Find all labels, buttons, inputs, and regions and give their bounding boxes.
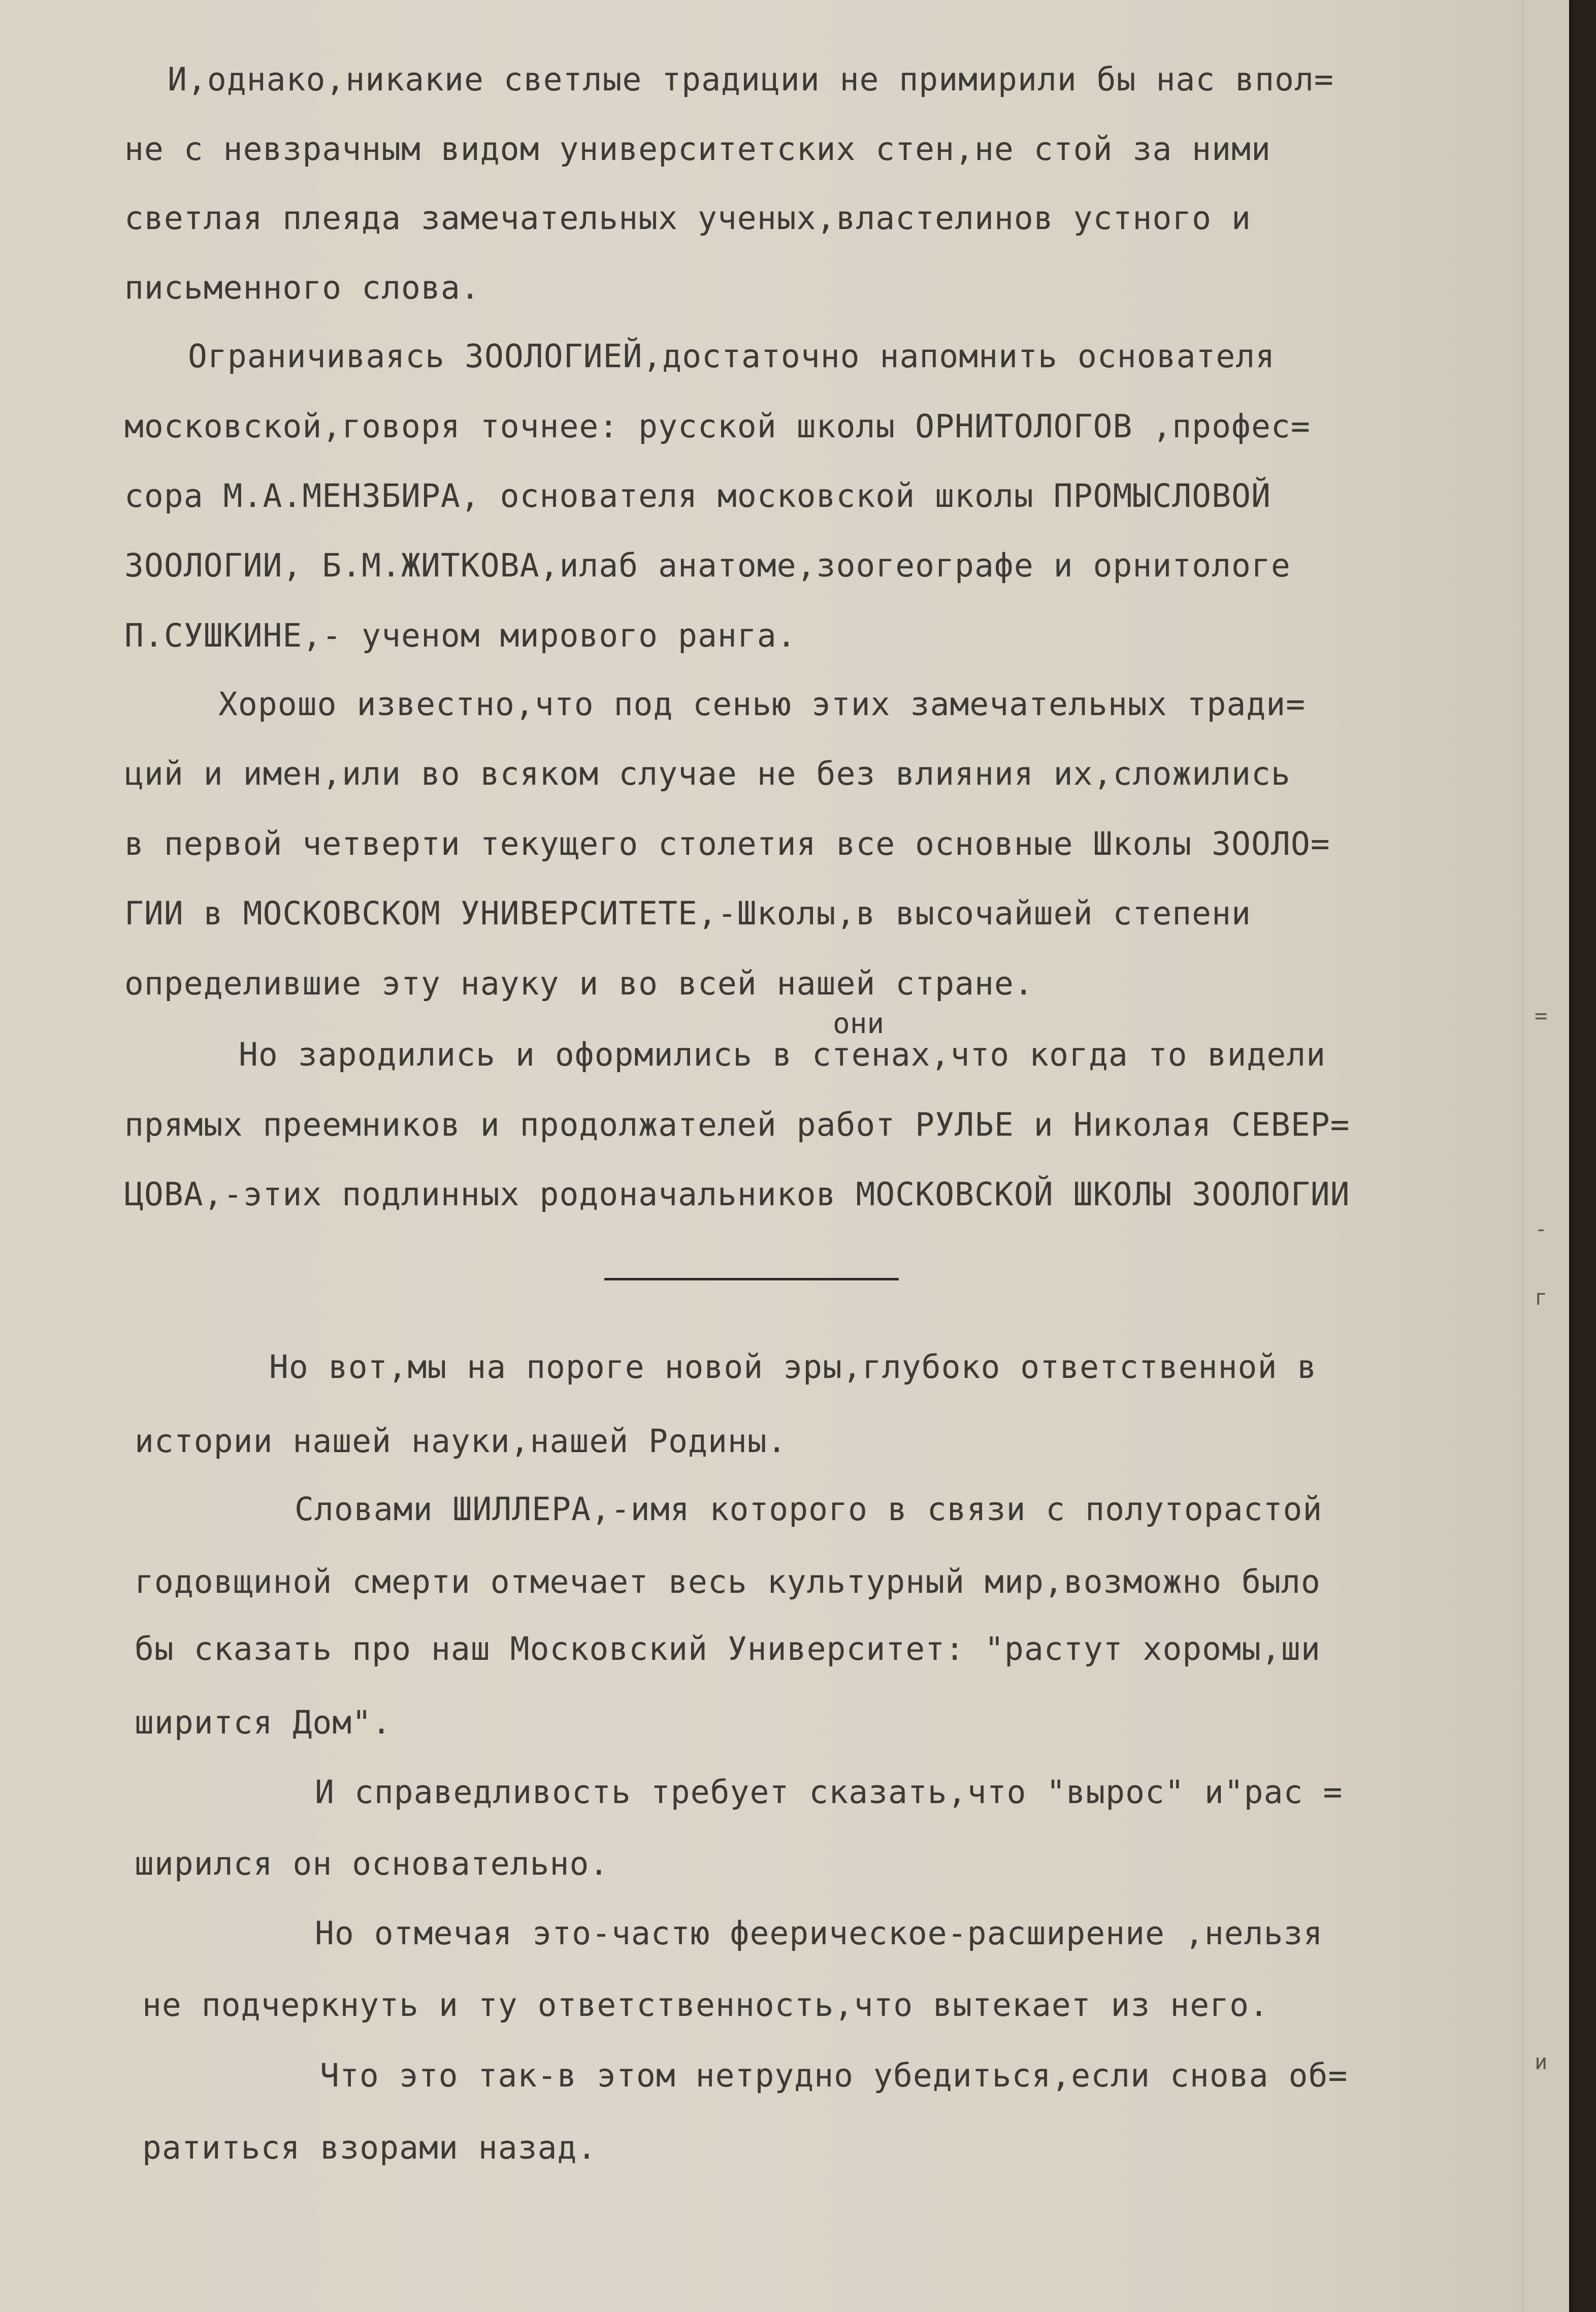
text-line: ширился он основательно. bbox=[135, 1845, 609, 1882]
text-line: Но зародились и оформились в стенах,что когда то видели bbox=[239, 1036, 1326, 1073]
text-line: истории нашей науки,нашей Родины. bbox=[135, 1423, 787, 1460]
text-line: не подчеркнуть и ту ответственность,что вытекает из него. bbox=[142, 1986, 1269, 2024]
text-line: ширится Дом". bbox=[135, 1704, 392, 1741]
text-line: И,однако,никакие светлые традиции не примирили бы нас впол= bbox=[168, 61, 1334, 98]
handwritten-insertion: они bbox=[833, 1007, 885, 1040]
text-line: ГИИ в МОСКОВСКОМ УНИВЕРСИТЕТЕ,-Школы,в высочайшей степени bbox=[124, 895, 1251, 932]
text-line: П.СУШКИНЕ,- ученом мирового ранга. bbox=[124, 617, 797, 654]
text-line: не с невзрачным видом университетских стен,не стой за ними bbox=[124, 131, 1271, 168]
text-line: бы сказать про наш Московский Университет: "растут хоромы,ши bbox=[135, 1630, 1321, 1667]
margin-mark: - bbox=[1535, 1216, 1548, 1241]
text-line: годовщиной смерти отмечает весь культурный мир,возможно было bbox=[135, 1563, 1321, 1600]
text-line: ратиться взорами назад. bbox=[142, 2129, 597, 2166]
text-line: определившие эту науку и во всей нашей стране. bbox=[124, 965, 1034, 1002]
text-line: Ограничиваясь ЗООЛОГИЕЙ,достаточно напомнить основателя bbox=[188, 338, 1276, 375]
text-line: Словами ШИЛЛЕРА,-имя которого в связи с полуторастой bbox=[295, 1491, 1323, 1528]
text-line: Что это так-в этом нетрудно убедиться,если снова об= bbox=[320, 2057, 1348, 2094]
margin-mark: г bbox=[1535, 1285, 1548, 1310]
text-line: Но отмечая это-частю феерическое-расширение ,нельзя bbox=[315, 1915, 1323, 1952]
text-line: светлая плеяда замечательных ученых,властелинов устного и bbox=[124, 200, 1251, 237]
text-line: Хорошо известно,что под сенью этих замечательных тради= bbox=[218, 686, 1306, 723]
text-line: И справедливость требует сказать,что "вырос" и"рас = bbox=[315, 1774, 1343, 1811]
margin-mark: и bbox=[1535, 2049, 1548, 2074]
text-line: ций и имен,или во всяком случае не без влияния их,сложились bbox=[124, 755, 1291, 792]
text-line: московской,говоря точнее: русской школы ОРНИТОЛОГОВ ,профес= bbox=[124, 408, 1311, 445]
text-line: письменного слова. bbox=[124, 269, 480, 306]
text-line: сора М.А.МЕНЗБИРА, основателя московской школы ПРОМЫСЛОВОЙ bbox=[124, 477, 1271, 515]
text-line: ЗООЛОГИИ, Б.М.ЖИТКОВА,илаб анатоме,зоогеографе и орнитологе bbox=[124, 547, 1291, 584]
text-line: в первой четверти текущего столетия все основные Школы ЗООЛО= bbox=[124, 825, 1330, 862]
text-line: Но вот,мы на пороге новой эры,глубоко ответственной в bbox=[269, 1348, 1317, 1386]
underlying-page-edge bbox=[1523, 0, 1569, 2312]
text-line: прямых преемников и продолжателей работ РУЛЬЕ и Николая СЕВЕР= bbox=[124, 1106, 1350, 1143]
section-divider bbox=[604, 1278, 899, 1280]
margin-mark: = bbox=[1535, 1003, 1548, 1028]
text-line: ЦОВА,-этих подлинных родоначальников МОСКОВСКОЙ ШКОЛЫ ЗООЛОГИИ bbox=[124, 1176, 1350, 1213]
